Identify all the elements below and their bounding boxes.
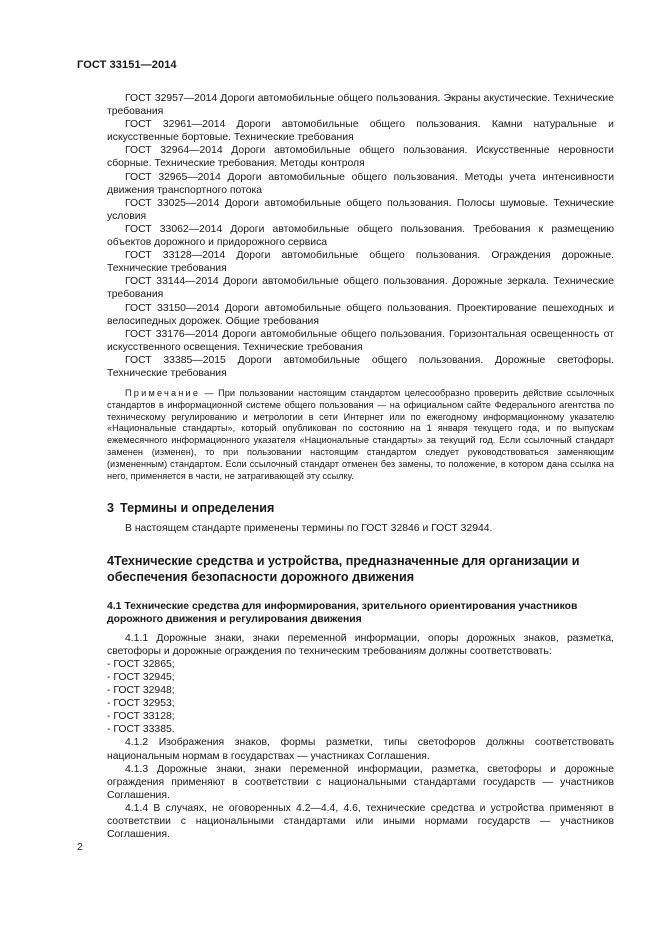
section-4-number: 4 [107, 553, 115, 568]
section-3-title: Термины и определения [120, 501, 275, 516]
reference-item: ГОСТ 32957—2014 Дороги автомобильные общего пользования. Экраны акустические. Технические требования [107, 93, 614, 118]
reference-item: ГОСТ 32961—2014 Дороги автомобильные общего пользования. Камни натуральные и искусственные бортовые. Технические требования [107, 119, 614, 144]
reference-item: ГОСТ 32965—2014 Дороги автомобильные общего пользования. Методы учета интенсивности движения транспортного потока [107, 171, 614, 196]
clause-4-1-4: 4.1.4 В случаях, не оговоренных 4.2—4.4, 4.6, технические средства и устройства применяют в соответствии с национальными стандартами или иными нормами государств — участников Соглашения. [107, 802, 614, 841]
reference-item: ГОСТ 33176—2014 Дороги автомобильные общего пользования. Горизонтальная освещенность от искусственного освещения. Технические требования [107, 328, 614, 353]
section-3-heading [107, 501, 614, 516]
list-item: - ГОСТ 33385. [107, 724, 175, 736]
document-header: ГОСТ 33151—2014 [77, 59, 177, 71]
page-number: 2 [77, 842, 83, 853]
reference-item: ГОСТ 33128—2014 Дороги автомобильные общего пользования. Ограждения дорожные. Технические требования [107, 250, 614, 275]
reference-item: ГОСТ 33062—2014 Дороги автомобильные общего пользования. Требования к размещению объектов дорожного и придорожного сервиса [107, 223, 614, 249]
reference-item: ГОСТ 32964—2014 Дороги автомобильные общего пользования. Искусственные неровности сборные. Технические требования. Методы контроля [107, 145, 614, 170]
section-4-heading [107, 553, 614, 586]
list-item: - ГОСТ 32953; [107, 698, 175, 710]
list-item: - ГОСТ 33128; [107, 711, 175, 723]
list-item: - ГОСТ 32865; [107, 658, 175, 670]
reference-note [107, 388, 614, 482]
note-label: Примечание [125, 388, 201, 399]
clause-4-1-3: 4.1.3 Дорожные знаки, знаки переменной информации, разметка, светофоры и дорожные ограждения применяют в соответствии с национальными стандартами государств — участников Соглашения. [107, 763, 614, 801]
section-4-title: Технические средства и устройства, предназначенные для организации и обеспечения безопасности дорожного движения [107, 553, 580, 585]
document-body [107, 92, 614, 841]
note-text: — При пользовании настоящим стандартом целесообразно проверить действие ссылочных стандартов в информационной системе общего пользования — на официальном сайте Федерального агентства по техническому регулированию и метрологии в сети Интернет или по ежегодному информационному указателю «Национальные стандарты», который опубликован по состоянию на 1 января текущего года, и по выпускам ежемесячного информационного указателя «Национальные стандарты» за текущий год. Если ссылочный стандарт заменен (изменен), то при пользовании настоящим стандартом следует руководствоваться заменяющим (измененным) стандартом. Если ссылочный стандарт отменен без замены, то положение, в котором дана ссылка на него, применяется в части, не затрагивающей эту ссылку. [107, 388, 614, 481]
clause-4-1-1: 4.1.1 Дорожные знаки, знаки переменной информации, опоры дорожных знаков, разметка, светофоры и дорожные ограждения по техническим требованиям должны соответствовать: [107, 632, 614, 657]
reference-item: ГОСТ 33025—2014 Дороги автомобильные общего пользования. Полосы шумовые. Технические условия [107, 197, 614, 222]
subsection-4-1-heading: 4.1 Технические средства для информирования, зрительного ориентирования участников дорожного движения и регулирования движения [107, 600, 578, 625]
reference-item: ГОСТ 33144—2014 Дороги автомобильные общего пользования. Дорожные зеркала. Технические требования [107, 276, 614, 301]
standards-list [107, 658, 614, 737]
list-item: - ГОСТ 32948; [107, 685, 175, 697]
reference-item: ГОСТ 33385—2015 Дороги автомобильные общего пользования. Дорожные светофоры. Технические требования [107, 354, 614, 379]
clause-4-1-2: 4.1.2 Изображения знаков, формы разметки, типы светофоров должны соответствовать национальным нормам в государствах — участниках Соглашения. [107, 737, 614, 762]
section-3-number: 3 [107, 501, 115, 516]
section-3-text: В настоящем стандарте применены термины по ГОСТ 32846 и ГОСТ 32944. [125, 523, 493, 535]
list-item: - ГОСТ 32945; [107, 672, 175, 683]
reference-item: ГОСТ 33150—2014 Дороги автомобильные общего пользования. Проектирование пешеходных и велосипедных дорожек. Общие требования [107, 302, 614, 327]
